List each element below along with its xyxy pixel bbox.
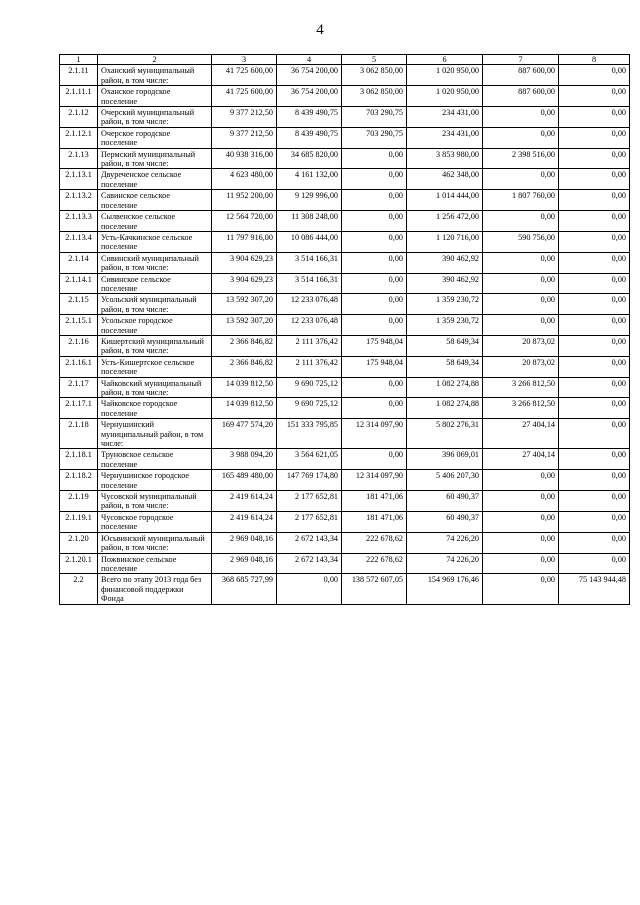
value-col6-cell: 462 348,00 [407,169,483,190]
value-col3-cell: 2 419 614,24 [212,491,277,512]
row-code-cell: 2.1.11 [60,65,98,86]
value-col5-cell: 222 678,62 [342,532,407,553]
value-col8-cell: 0,00 [559,211,630,232]
row-code-cell: 2.1.12 [60,107,98,128]
table-row [60,273,630,294]
table-row [60,252,630,273]
value-col6-cell: 234 431,00 [407,107,483,128]
value-col5-cell: 3 062 850,00 [342,86,407,107]
value-col3-cell: 9 377 212,50 [212,127,277,148]
value-col5-cell: 0,00 [342,377,407,398]
value-col4-cell: 36 754 200,00 [277,86,342,107]
column-header-1: 1 [60,55,98,65]
table-row [60,398,630,419]
value-col4-cell: 36 754 200,00 [277,65,342,86]
row-code-cell: 2.1.15 [60,294,98,315]
value-col5-cell: 175 948,04 [342,356,407,377]
value-col4-cell: 9 690 725,12 [277,398,342,419]
value-col6-cell: 58 649,34 [407,335,483,356]
value-col3-cell: 2 366 846,82 [212,356,277,377]
value-col5-cell: 181 471,06 [342,491,407,512]
value-col3-cell: 2 366 846,82 [212,335,277,356]
row-name-cell: Юсьвинский муниципальный район, в том числе: [98,532,212,553]
value-col6-cell: 58 649,34 [407,356,483,377]
value-col6-cell: 1 082 274,88 [407,377,483,398]
value-col3-cell: 4 623 480,00 [212,169,277,190]
value-col8-cell: 0,00 [559,190,630,211]
value-col3-cell: 3 988 094,20 [212,449,277,470]
value-col4-cell: 3 564 621,05 [277,449,342,470]
value-col7-cell: 20 873,02 [483,356,559,377]
column-header-2: 2 [98,55,212,65]
column-header-5: 5 [342,55,407,65]
table-row [60,491,630,512]
row-name-cell: Пермский муниципальный район, в том числе: [98,148,212,169]
table-row [60,553,630,574]
table-row [60,86,630,107]
value-col7-cell: 0,00 [483,574,559,604]
value-col8-cell: 0,00 [559,86,630,107]
table-row [60,470,630,491]
row-name-cell: Очерский муниципальный район, в том числе: [98,107,212,128]
value-col4-cell: 2 672 143,34 [277,532,342,553]
row-name-cell: Сивинское сельское поселение [98,273,212,294]
value-col3-cell: 11 797 916,00 [212,231,277,252]
value-col5-cell: 0,00 [342,398,407,419]
row-code-cell: 2.1.13.4 [60,231,98,252]
value-col6-cell: 3 853 980,00 [407,148,483,169]
value-col3-cell: 2 419 614,24 [212,511,277,532]
column-header-4: 4 [277,55,342,65]
value-col5-cell: 138 572 607,05 [342,574,407,604]
table-header-row [60,55,630,65]
row-code-cell: 2.2 [60,574,98,604]
value-col4-cell: 11 308 248,00 [277,211,342,232]
row-code-cell: 2.1.16.1 [60,356,98,377]
row-name-cell: Чусовское городское поселение [98,511,212,532]
value-col5-cell: 12 314 097,90 [342,470,407,491]
value-col5-cell: 0,00 [342,315,407,336]
row-code-cell: 2.1.15.1 [60,315,98,336]
page-number: 4 [316,22,324,38]
value-col8-cell: 0,00 [559,107,630,128]
value-col5-cell: 0,00 [342,273,407,294]
value-col4-cell: 147 769 174,80 [277,470,342,491]
value-col6-cell: 154 969 176,46 [407,574,483,604]
value-col6-cell: 1 014 444,00 [407,190,483,211]
value-col7-cell: 27 404,14 [483,449,559,470]
value-col6-cell: 234 431,00 [407,127,483,148]
row-code-cell: 2.1.16 [60,335,98,356]
row-name-cell: Труновское сельское поселение [98,449,212,470]
table-row [60,65,630,86]
value-col8-cell: 0,00 [559,377,630,398]
row-name-cell: Чернушинский муниципальный район, в том числе: [98,419,212,449]
value-col6-cell: 5 406 207,30 [407,470,483,491]
value-col7-cell: 1 807 760,00 [483,190,559,211]
value-col6-cell: 390 462,92 [407,273,483,294]
value-col6-cell: 1 256 472,00 [407,211,483,232]
table-row [60,511,630,532]
row-code-cell: 2.1.18 [60,419,98,449]
value-col7-cell: 0,00 [483,294,559,315]
column-header-7: 7 [483,55,559,65]
value-col8-cell: 0,00 [559,294,630,315]
table-row [60,356,630,377]
value-col5-cell: 12 314 097,90 [342,419,407,449]
value-col7-cell: 0,00 [483,470,559,491]
row-code-cell: 2.1.18.1 [60,449,98,470]
value-col4-cell: 34 685 820,00 [277,148,342,169]
value-col8-cell: 0,00 [559,470,630,491]
row-name-cell: Чусовской муниципальный район, в том числе: [98,491,212,512]
value-col4-cell: 0,00 [277,574,342,604]
row-name-cell: Чайковское городское поселение [98,398,212,419]
value-col8-cell: 0,00 [559,491,630,512]
row-code-cell: 2.1.14 [60,252,98,273]
table-row [60,107,630,128]
value-col7-cell: 3 266 812,50 [483,398,559,419]
row-code-cell: 2.1.13 [60,148,98,169]
value-col3-cell: 2 969 048,16 [212,553,277,574]
row-code-cell: 2.1.18.2 [60,470,98,491]
row-code-cell: 2.1.11.1 [60,86,98,107]
value-col5-cell: 181 471,06 [342,511,407,532]
value-col4-cell: 3 514 166,31 [277,252,342,273]
table-row [60,190,630,211]
column-header-3: 3 [212,55,277,65]
value-col6-cell: 390 462,92 [407,252,483,273]
value-col5-cell: 3 062 850,00 [342,65,407,86]
row-name-cell: Усольский муниципальный район, в том числе: [98,294,212,315]
value-col6-cell: 1 359 230,72 [407,294,483,315]
value-col3-cell: 40 938 316,00 [212,148,277,169]
row-name-cell: Усть-Кишертское сельское поселение [98,356,212,377]
value-col8-cell: 0,00 [559,231,630,252]
value-col7-cell: 0,00 [483,511,559,532]
value-col5-cell: 703 290,75 [342,107,407,128]
value-col6-cell: 60 490,37 [407,491,483,512]
value-col4-cell: 4 161 132,00 [277,169,342,190]
value-col3-cell: 41 725 600,00 [212,86,277,107]
value-col5-cell: 0,00 [342,190,407,211]
value-col6-cell: 74 226,20 [407,553,483,574]
table-row [60,419,630,449]
value-col4-cell: 2 177 652,81 [277,491,342,512]
row-code-cell: 2.1.13.2 [60,190,98,211]
value-col3-cell: 3 904 629,23 [212,273,277,294]
value-col6-cell: 60 490,37 [407,511,483,532]
value-col7-cell: 0,00 [483,211,559,232]
value-col4-cell: 8 439 490,75 [277,127,342,148]
value-col6-cell: 1 359 230,72 [407,315,483,336]
value-col7-cell: 0,00 [483,169,559,190]
value-col3-cell: 165 489 480,00 [212,470,277,491]
row-code-cell: 2.1.13.1 [60,169,98,190]
value-col3-cell: 13 592 307,20 [212,294,277,315]
value-col7-cell: 0,00 [483,252,559,273]
row-name-cell: Пожвинское сельское поселение [98,553,212,574]
value-col8-cell: 0,00 [559,532,630,553]
table-row [60,127,630,148]
row-name-cell: Чернушинское городское поселение [98,470,212,491]
table-row [60,211,630,232]
value-col7-cell: 0,00 [483,491,559,512]
row-code-cell: 2.1.20.1 [60,553,98,574]
value-col5-cell: 0,00 [342,231,407,252]
table-row [60,315,630,336]
value-col8-cell: 75 143 944,48 [559,574,630,604]
value-col4-cell: 9 129 996,00 [277,190,342,211]
value-col8-cell: 0,00 [559,449,630,470]
value-col4-cell: 3 514 166,31 [277,273,342,294]
value-col3-cell: 14 039 812,50 [212,377,277,398]
table-row [60,335,630,356]
value-col7-cell: 20 873,02 [483,335,559,356]
row-code-cell: 2.1.13.3 [60,211,98,232]
value-col3-cell: 11 952 200,00 [212,190,277,211]
value-col4-cell: 12 233 076,48 [277,294,342,315]
value-col6-cell: 1 082 274,88 [407,398,483,419]
value-col5-cell: 0,00 [342,211,407,232]
value-col5-cell: 0,00 [342,449,407,470]
value-col3-cell: 2 969 048,16 [212,532,277,553]
value-col3-cell: 13 592 307,20 [212,315,277,336]
row-name-cell: Сылвенское сельское поселение [98,211,212,232]
value-col5-cell: 0,00 [342,169,407,190]
value-col7-cell: 887 600,00 [483,86,559,107]
value-col8-cell: 0,00 [559,335,630,356]
row-code-cell: 2.1.17 [60,377,98,398]
value-col5-cell: 0,00 [342,294,407,315]
value-col7-cell: 0,00 [483,127,559,148]
value-col8-cell: 0,00 [559,273,630,294]
row-name-cell: Оханский муниципальный район, в том числе: [98,65,212,86]
value-col7-cell: 0,00 [483,553,559,574]
value-col6-cell: 1 120 716,00 [407,231,483,252]
value-col7-cell: 0,00 [483,107,559,128]
table-row [60,574,630,604]
value-col4-cell: 9 690 725,12 [277,377,342,398]
column-header-6: 6 [407,55,483,65]
value-col6-cell: 5 802 276,31 [407,419,483,449]
value-col5-cell: 222 678,62 [342,553,407,574]
row-name-cell: Чайковский муниципальный район, в том числе: [98,377,212,398]
value-col7-cell: 887 600,00 [483,65,559,86]
value-col5-cell: 0,00 [342,252,407,273]
row-code-cell: 2.1.19.1 [60,511,98,532]
value-col8-cell: 0,00 [559,65,630,86]
table-row [60,169,630,190]
row-name-cell: Двуреченское сельское поселение [98,169,212,190]
value-col4-cell: 8 439 490,75 [277,107,342,128]
funding-table [59,54,630,605]
value-col4-cell: 2 672 143,34 [277,553,342,574]
value-col8-cell: 0,00 [559,398,630,419]
row-code-cell: 2.1.19 [60,491,98,512]
value-col7-cell: 0,00 [483,273,559,294]
value-col3-cell: 3 904 629,23 [212,252,277,273]
value-col4-cell: 151 333 795,85 [277,419,342,449]
table-row [60,294,630,315]
value-col3-cell: 9 377 212,50 [212,107,277,128]
value-col8-cell: 0,00 [559,553,630,574]
value-col3-cell: 169 477 574,20 [212,419,277,449]
value-col5-cell: 703 290,75 [342,127,407,148]
value-col8-cell: 0,00 [559,127,630,148]
value-col8-cell: 0,00 [559,169,630,190]
value-col5-cell: 175 948,04 [342,335,407,356]
table-row [60,148,630,169]
value-col6-cell: 396 069,01 [407,449,483,470]
row-name-cell: Кишертский муниципальный район, в том числе: [98,335,212,356]
value-col4-cell: 2 111 376,42 [277,335,342,356]
value-col8-cell: 0,00 [559,356,630,377]
value-col4-cell: 12 233 076,48 [277,315,342,336]
table-row [60,532,630,553]
row-name-cell: Очерское городское поселение [98,127,212,148]
value-col8-cell: 0,00 [559,148,630,169]
row-code-cell: 2.1.14.1 [60,273,98,294]
value-col6-cell: 1 020 950,00 [407,65,483,86]
value-col3-cell: 368 685 727,99 [212,574,277,604]
row-code-cell: 2.1.20 [60,532,98,553]
row-name-cell: Всего по этапу 2013 года без финансовой поддержки Фонда [98,574,212,604]
value-col3-cell: 14 039 812,50 [212,398,277,419]
row-name-cell: Усольское городское поселение [98,315,212,336]
value-col7-cell: 27 404,14 [483,419,559,449]
row-code-cell: 2.1.17.1 [60,398,98,419]
value-col6-cell: 74 226,20 [407,532,483,553]
row-name-cell: Сивинский муниципальный район, в том числе: [98,252,212,273]
value-col4-cell: 2 111 376,42 [277,356,342,377]
value-col6-cell: 1 020 950,00 [407,86,483,107]
value-col4-cell: 10 086 444,00 [277,231,342,252]
value-col7-cell: 3 266 812,50 [483,377,559,398]
row-name-cell: Оханское городское поселение [98,86,212,107]
value-col7-cell: 0,00 [483,315,559,336]
table-row [60,449,630,470]
row-name-cell: Савинское сельское поселение [98,190,212,211]
value-col7-cell: 2 398 516,00 [483,148,559,169]
column-header-8: 8 [559,55,630,65]
value-col3-cell: 12 564 720,00 [212,211,277,232]
value-col3-cell: 41 725 600,00 [212,65,277,86]
value-col8-cell: 0,00 [559,419,630,449]
table-row [60,377,630,398]
row-name-cell: Усть-Качкинское сельское поселение [98,231,212,252]
value-col5-cell: 0,00 [342,148,407,169]
value-col8-cell: 0,00 [559,511,630,532]
value-col4-cell: 2 177 652,81 [277,511,342,532]
value-col7-cell: 0,00 [483,532,559,553]
table-row [60,231,630,252]
value-col8-cell: 0,00 [559,252,630,273]
value-col8-cell: 0,00 [559,315,630,336]
value-col7-cell: 590 756,00 [483,231,559,252]
row-code-cell: 2.1.12.1 [60,127,98,148]
